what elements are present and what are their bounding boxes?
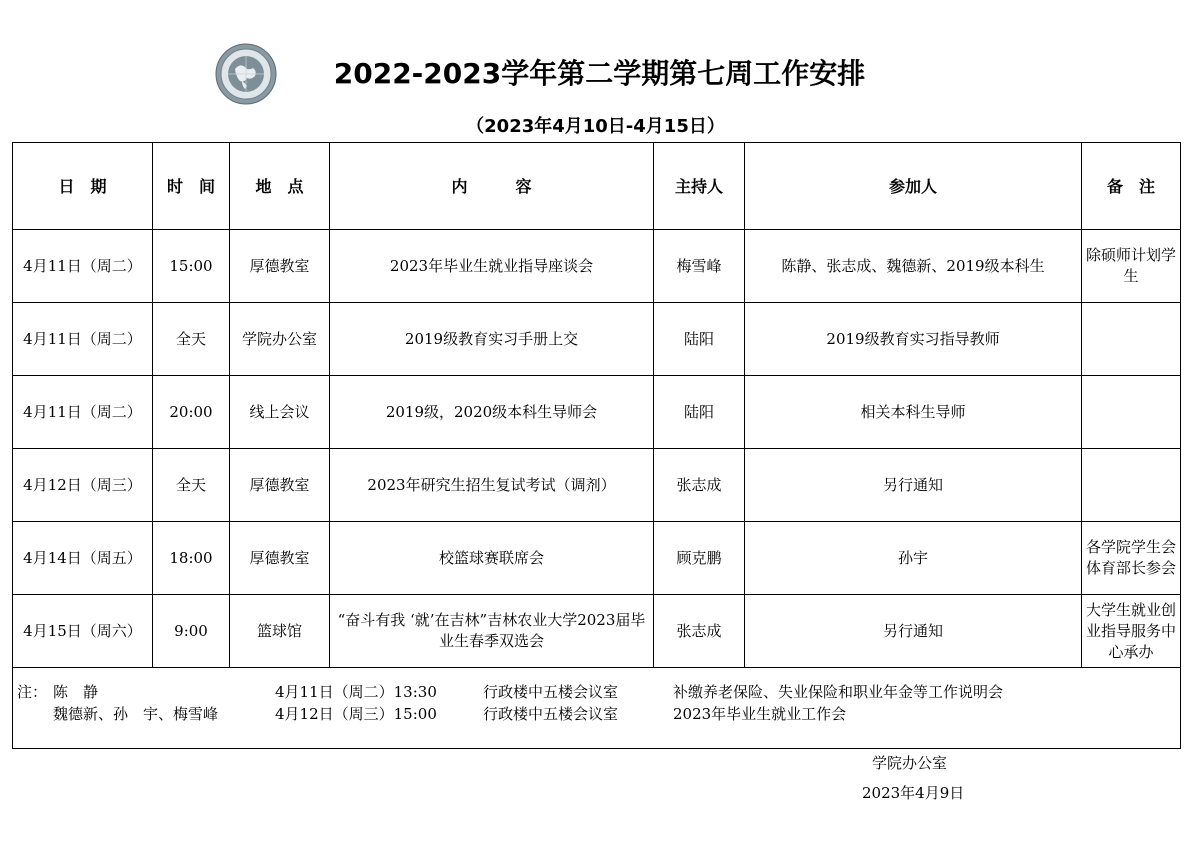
cell-time: 15:00 <box>153 230 230 303</box>
cell-place: 厚德教室 <box>230 230 330 303</box>
cell-time: 全天 <box>153 449 230 522</box>
note-topic: 补缴养老保险、失业保险和职业年金等工作说明会 <box>673 683 1004 701</box>
cell-place: 学院办公室 <box>230 303 330 376</box>
notes-cell <box>13 668 1181 749</box>
cell-content: “奋斗有我 ‘就’在吉林”吉林农业大学2023届毕业生春季双选会 <box>330 595 654 668</box>
column-header-place: 地 点 <box>230 143 330 230</box>
cell-content: 2023年研究生招生复试考试（调剂） <box>330 449 654 522</box>
cell-place: 线上会议 <box>230 376 330 449</box>
table-row <box>13 595 1181 668</box>
note-topic: 2023年毕业生就业工作会 <box>673 705 847 723</box>
issuer-office: 学院办公室 <box>872 754 948 772</box>
page-title: 2022-2023学年第二学期第七周工作安排 <box>333 57 866 90</box>
cell-attendees: 另行通知 <box>745 595 1082 668</box>
cell-attendees: 2019级教育实习指导教师 <box>745 303 1082 376</box>
cell-date: 4月12日（周三） <box>13 449 153 522</box>
note-place: 行政楼中五楼会议室 <box>483 705 619 723</box>
note-item <box>17 682 1176 704</box>
cell-place: 厚德教室 <box>230 522 330 595</box>
table-row <box>13 230 1181 303</box>
note-datetime: 4月12日（周三）15:00 <box>275 705 437 723</box>
cell-place: 厚德教室 <box>230 449 330 522</box>
cell-time: 全天 <box>153 303 230 376</box>
cell-date: 4月11日（周二） <box>13 230 153 303</box>
cell-place: 篮球馆 <box>230 595 330 668</box>
note-item <box>17 704 1176 726</box>
cell-host: 张志成 <box>654 449 745 522</box>
cell-remark: 除硕师计划学生 <box>1082 230 1181 303</box>
cell-date: 4月11日（周二） <box>13 376 153 449</box>
column-header-remark: 备 注 <box>1082 143 1181 230</box>
cell-host: 梅雪峰 <box>654 230 745 303</box>
table-row <box>13 522 1181 595</box>
cell-remark: 大学生就业创业指导服务中心承办 <box>1082 595 1181 668</box>
cell-attendees: 孙宇 <box>745 522 1082 595</box>
cell-content: 2019级，2020级本科生导师会 <box>330 376 654 449</box>
issue-date: 2023年4月9日 <box>862 784 965 802</box>
cell-date: 4月11日（周二） <box>13 303 153 376</box>
table-row <box>13 449 1181 522</box>
column-header-content: 内 容 <box>330 143 654 230</box>
cell-content: 2023年毕业生就业指导座谈会 <box>330 230 654 303</box>
cell-content: 2019级教育实习手册上交 <box>330 303 654 376</box>
column-header-time: 时 间 <box>153 143 230 230</box>
cell-remark: 各学院学生会体育部长参会 <box>1082 522 1181 595</box>
cell-attendees: 陈静、张志成、魏德新、2019级本科生 <box>745 230 1082 303</box>
cell-content: 校篮球赛联席会 <box>330 522 654 595</box>
cell-time: 9:00 <box>153 595 230 668</box>
table-row <box>13 303 1181 376</box>
column-header-date: 日 期 <box>13 143 153 230</box>
schedule-table <box>12 142 1181 749</box>
cell-date: 4月14日（周五） <box>13 522 153 595</box>
date-range-subtitle: （2023年4月10日-4月15日） <box>466 116 725 137</box>
note-prefix: 注： <box>17 683 48 701</box>
table-row <box>13 376 1181 449</box>
cell-attendees: 相关本科生导师 <box>745 376 1082 449</box>
table-header-row <box>13 143 1181 230</box>
column-header-host: 主持人 <box>654 143 745 230</box>
note-datetime: 4月11日（周二）13:30 <box>275 683 437 701</box>
cell-remark <box>1082 303 1181 376</box>
cell-host: 张志成 <box>654 595 745 668</box>
cell-attendees: 另行通知 <box>745 449 1082 522</box>
cell-remark <box>1082 376 1181 449</box>
cell-time: 20:00 <box>153 376 230 449</box>
cell-date: 4月15日（周六） <box>13 595 153 668</box>
notes-row <box>13 668 1181 749</box>
note-names: 陈 静 <box>53 683 99 701</box>
cell-remark <box>1082 449 1181 522</box>
note-names: 魏德新、孙 宇、梅雪峰 <box>53 705 219 723</box>
cell-time: 18:00 <box>153 522 230 595</box>
cell-host: 陆阳 <box>654 303 745 376</box>
column-header-attendees: 参加人 <box>745 143 1082 230</box>
note-place: 行政楼中五楼会议室 <box>483 683 619 701</box>
cell-host: 陆阳 <box>654 376 745 449</box>
cell-host: 顾克鹏 <box>654 522 745 595</box>
